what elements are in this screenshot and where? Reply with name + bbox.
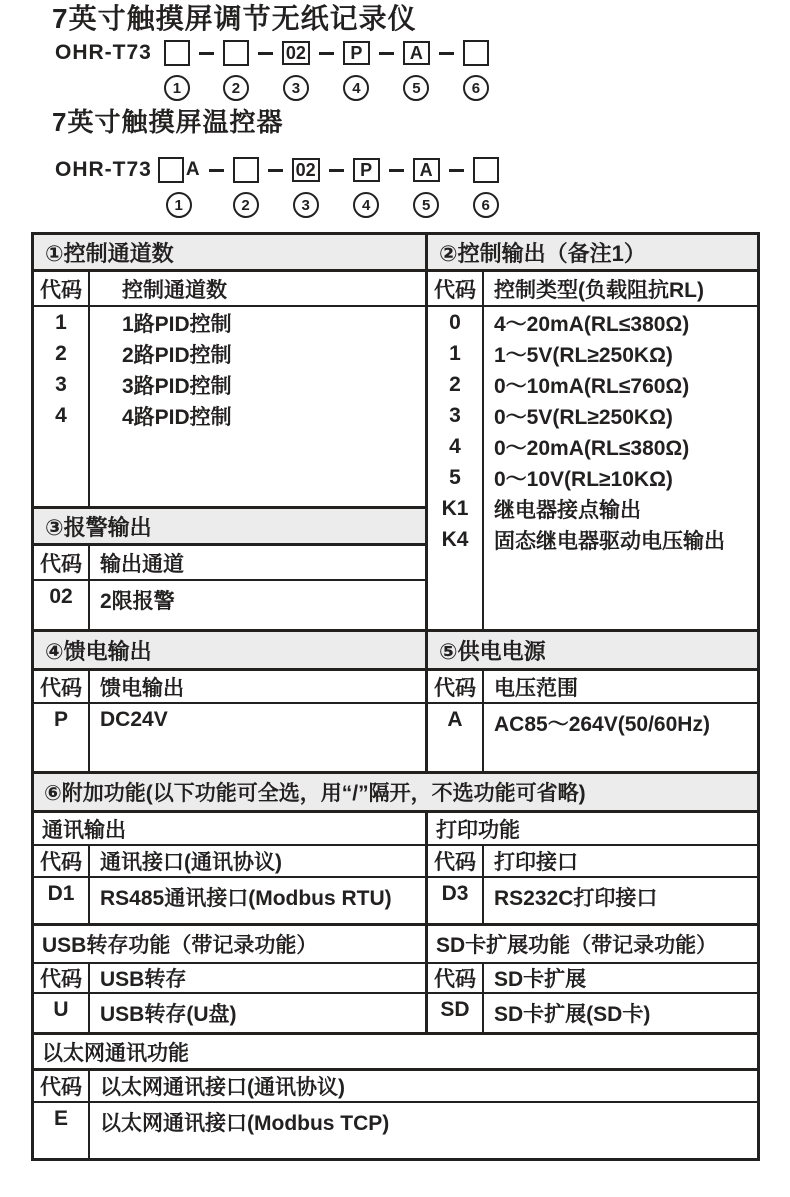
model-segment-6 (463, 38, 489, 101)
code-value: 2 (34, 338, 90, 369)
empty-filler (34, 431, 425, 506)
circled-index: 5 (403, 75, 429, 101)
code-column-label: 代码 (428, 846, 484, 876)
section-3-header: ③报警输出 (34, 506, 425, 546)
circled-index: 3 (293, 192, 319, 218)
desc-column-label: 控制通道数 (122, 278, 227, 302)
desc-value: 继电器接点输出 (494, 498, 641, 522)
table-row (428, 338, 757, 369)
code-value: 4 (428, 431, 484, 462)
ethernet-title: 以太网通讯功能 (34, 1035, 757, 1071)
table-row (34, 400, 425, 431)
print-function-title: 打印功能 (428, 813, 757, 846)
model-segment-5 (403, 38, 430, 101)
code-value: D3 (428, 878, 484, 923)
fixed-code-box: A (403, 41, 430, 65)
empty-filler (428, 555, 757, 629)
dash-separator (199, 38, 214, 68)
desc-value: 4～20mA(RL≤380Ω) (494, 312, 690, 336)
circled-index: 3 (283, 75, 309, 101)
print-column-header (428, 846, 757, 878)
code-value: A (428, 704, 484, 771)
subsection-sd-expansion (428, 926, 757, 1032)
dash-separator (258, 38, 273, 68)
model-segment-4 (353, 155, 380, 218)
code-column-label: 代码 (34, 671, 90, 702)
empty-desc-cell (90, 431, 425, 506)
desc-value: DC24V (100, 708, 168, 731)
code-value: SD (428, 994, 484, 1032)
sd-column-header (428, 964, 757, 994)
table-row (428, 400, 757, 431)
band-section-6 (34, 774, 757, 1158)
band-sections-4-5 (34, 632, 757, 774)
table-row (34, 878, 425, 923)
desc-value: 1路PID控制 (122, 312, 232, 336)
desc-value: 以太网通讯接口(Modbus TCP) (100, 1112, 390, 1135)
ethernet-column-header (34, 1071, 757, 1103)
section-4-header: ④馈电输出 (34, 632, 425, 671)
code-value: 4 (34, 400, 90, 431)
code-column-label: 代码 (34, 272, 90, 305)
segment-suffix: A (185, 159, 200, 180)
section-control-channels (34, 235, 428, 629)
desc-value: 2限报警 (100, 590, 175, 613)
desc-value: 0～10V(RL≥10KΩ) (494, 467, 673, 491)
desc-value: AC85～264V(50/60Hz) (494, 713, 710, 736)
circled-index: 2 (223, 75, 249, 101)
desc-value: USB转存(U盘) (100, 1003, 237, 1026)
table-row (34, 369, 425, 400)
desc-value: RS232C打印接口 (494, 887, 658, 910)
circled-index: 1 (164, 75, 190, 101)
sd-expansion-title: SD卡扩展功能（带记录功能） (428, 926, 757, 964)
empty-code-cell (428, 555, 484, 629)
table-row (34, 581, 425, 629)
model-segment-3 (292, 155, 320, 218)
subsection-print-function (428, 813, 757, 923)
fixed-code-box: 02 (292, 158, 320, 182)
section-control-output (428, 235, 757, 629)
circled-index: 6 (463, 75, 489, 101)
dash-separator (379, 38, 394, 68)
model-segment-6 (473, 155, 499, 218)
desc-column-label: 输出通道 (100, 552, 184, 576)
desc-value: 3路PID控制 (122, 374, 232, 398)
subsection-ethernet (34, 1035, 757, 1158)
table-row (428, 369, 757, 400)
code-value: K1 (428, 493, 484, 524)
circled-index: 4 (353, 192, 379, 218)
table-row (428, 462, 757, 493)
desc-value: 0～10mA(RL≤760Ω) (494, 374, 690, 398)
section-supply-power (428, 632, 757, 771)
desc-value: SD卡扩展(SD卡) (494, 1003, 651, 1026)
section-3-column-header (34, 546, 425, 581)
usb-column-header (34, 964, 425, 994)
desc-value: RS485通讯接口(Modbus RTU) (100, 887, 392, 910)
empty-code-cell (34, 431, 90, 506)
model-prefix: OHR-T73 (55, 158, 152, 181)
circled-index: 2 (233, 192, 259, 218)
model-segment-4 (343, 38, 370, 101)
code-column-label: 代码 (34, 546, 90, 579)
table-row (34, 994, 425, 1032)
table-row (34, 307, 425, 338)
blank-code-box (473, 157, 499, 183)
code-column-label: 代码 (34, 964, 90, 992)
instrument-controller-title: 7英寸触摸屏温控器 (52, 107, 284, 137)
blank-code-box (233, 157, 259, 183)
table-row (428, 524, 757, 555)
desc-column-label: SD卡扩展 (494, 968, 587, 991)
blank-code-box (164, 40, 190, 66)
table-row (428, 704, 757, 771)
code-value: P (34, 704, 90, 771)
circled-index: 4 (343, 75, 369, 101)
subsection-comm-output (34, 813, 428, 923)
desc-value: 0～5V(RL≥250KΩ) (494, 405, 673, 429)
band-sections-1-2-3 (34, 235, 757, 632)
model-segment-1 (164, 38, 190, 101)
section-2-column-header (428, 272, 757, 307)
section-6-header: ⑥附加功能(以下功能可全选，用“/”隔开，不选功能可省略) (34, 774, 757, 813)
desc-value: 2路PID控制 (122, 343, 232, 367)
desc-column-label: 通讯接口(通讯协议) (100, 851, 282, 874)
dash-separator (319, 38, 334, 68)
usb-transfer-title: USB转存功能（带记录功能） (34, 926, 425, 964)
section-1-header: ①控制通道数 (34, 235, 425, 272)
model-segment-3 (282, 38, 310, 101)
desc-value: 0～20mA(RL≤380Ω) (494, 436, 690, 460)
model-prefix: OHR-T73 (55, 41, 152, 64)
code-column-label: 代码 (34, 1071, 90, 1101)
code-value: U (34, 994, 90, 1032)
code-column-label: 代码 (428, 671, 484, 702)
code-column-label: 代码 (428, 272, 484, 305)
fixed-code-box: P (343, 41, 370, 65)
code-value: E (34, 1103, 90, 1158)
ordering-spec-table (31, 232, 760, 1161)
section-4-column-header (34, 671, 425, 704)
fixed-code-box: P (353, 158, 380, 182)
model-code-diagram-controller (55, 155, 499, 218)
desc-column-label: 以太网通讯接口(通讯协议) (100, 1076, 345, 1099)
desc-column-label: 打印接口 (494, 851, 578, 874)
circled-index: 5 (413, 192, 439, 218)
dash-separator (329, 155, 344, 185)
table-row (428, 994, 757, 1032)
desc-value: 1～5V(RL≥250KΩ) (494, 343, 673, 367)
desc-column-label: 电压范围 (494, 676, 578, 700)
dash-separator (209, 155, 224, 185)
desc-value: 4路PID控制 (122, 405, 232, 429)
dash-separator (268, 155, 283, 185)
table-row (428, 493, 757, 524)
code-value: 1 (34, 307, 90, 338)
section-transmitter-power (34, 632, 428, 771)
instrument-recorder-block (52, 2, 489, 101)
blank-code-box (158, 157, 184, 183)
code-value: 5 (428, 462, 484, 493)
table-row (428, 878, 757, 923)
code-value: 1 (428, 338, 484, 369)
section-2-header: ②控制输出（备注1） (428, 235, 757, 272)
section-1-column-header (34, 272, 425, 307)
code-value: 3 (428, 400, 484, 431)
circled-index: 1 (166, 192, 192, 218)
fixed-code-box: A (413, 158, 440, 182)
subband-comm-print (34, 813, 757, 926)
instrument-controller-block (52, 105, 499, 218)
table-row (34, 1103, 757, 1158)
desc-column-label: 控制类型(负载阻抗RL) (494, 278, 704, 302)
blank-code-box (463, 40, 489, 66)
code-value: K4 (428, 524, 484, 555)
blank-code-box (223, 40, 249, 66)
comm-column-header (34, 846, 425, 878)
table-row (428, 307, 757, 338)
subband-usb-sd (34, 926, 757, 1035)
comm-output-title: 通讯输出 (34, 813, 425, 846)
code-value: 0 (428, 307, 484, 338)
model-segment-2 (233, 155, 259, 218)
code-value: 2 (428, 369, 484, 400)
code-column-label: 代码 (34, 846, 90, 876)
code-value: 3 (34, 369, 90, 400)
instrument-recorder-title: 7英寸触摸屏调节无纸记录仪 (52, 3, 417, 34)
code-value: D1 (34, 878, 90, 923)
model-code-diagram-recorder (55, 38, 489, 101)
table-row (428, 431, 757, 462)
dash-separator (449, 155, 464, 185)
model-segment-5 (413, 155, 440, 218)
dash-separator (439, 38, 454, 68)
code-value: 02 (34, 581, 90, 629)
desc-value: 固态继电器驱动电压输出 (494, 529, 725, 553)
code-column-label: 代码 (428, 964, 484, 992)
fixed-code-box: 02 (282, 41, 310, 65)
section-5-header: ⑤供电电源 (428, 632, 757, 671)
subsection-usb-transfer (34, 926, 428, 1032)
model-segment-2 (223, 38, 249, 101)
model-segment-1 (158, 155, 200, 218)
table-row (34, 338, 425, 369)
table-row (34, 704, 425, 771)
desc-column-label: 馈电输出 (100, 676, 184, 700)
circled-index: 6 (473, 192, 499, 218)
section-5-column-header (428, 671, 757, 704)
empty-desc-cell (484, 555, 757, 629)
desc-column-label: USB转存 (100, 968, 187, 991)
dash-separator (389, 155, 404, 185)
